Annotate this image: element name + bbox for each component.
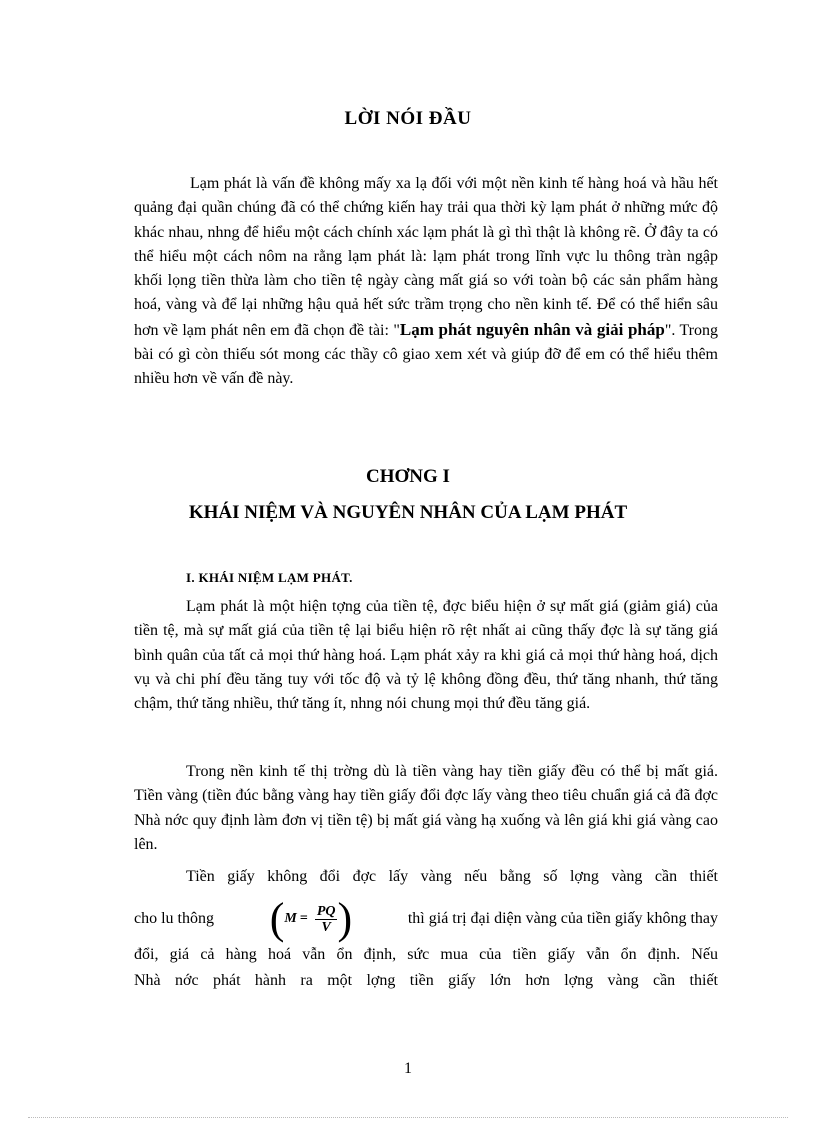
formula-lhs: M <box>284 911 297 926</box>
paragraph-3-line-4: Nhà nớc phát hành ra một lợng tiền giấy lớn hơn lợng vàng cần thiết <box>134 972 718 989</box>
page-number: 1 <box>404 1060 412 1077</box>
formula-trail-text: thì giá trị đại diện vàng của tiền giấy không thay <box>407 910 718 927</box>
paragraph-1: Lạm phát là một hiện tợng của tiền tệ, đợc biểu hiện ở sự mất giá (giảm giá) của tiền tệ, mà sự mất giá của tiền tệ lại biểu hiện rõ rệt nhất ai cũng thấy đợc là sự tăng giá bình quân của tất cả mọi thứ hàng hoá. Lạm phát xảy ra khi giá cả mọi thứ hàng hoá, dịch vụ và chi phí đều tăng tuy với tốc độ và tỷ lệ không đồng đều, thứ tăng nhanh, thứ tăng chậm, thứ tăng nhiều, thứ tăng ít, nhng nói chung mọi thứ đều tăng giá. <box>134 598 718 713</box>
intro-text-1: Lạm phát là vấn đề không mấy xa lạ đối với một nền kinh tế hàng hoá và hầu hết quảng đại quần chúng đã có thể chứng kiến hay trải qua thời kỳ lạm phát ở những mức độ khác nhau, nhng để hiểu một cách chính xác lạm phát là gì thì thật là không rẽ. Ở đây ta có thể hiểu một cách nôm na rằng lạm phát là: lạm phát trong lĩnh vực lu thông tràn ngập khối lọng tiền thừa làm cho tiền tệ ngày càng mất giá so với toàn bộ các sản phẩm hàng hoá, vàng và để lại những hậu quả hết sức trầm trọng cho nền kinh tế. Để có thể hiển sâu hơn về lạm phát nên em đã chọn đề tài: " <box>134 175 718 339</box>
chapter-label: CHƠNG I <box>366 466 450 487</box>
paragraph-3-line-2 <box>134 894 718 943</box>
formula-numerator: PQ <box>316 903 336 919</box>
intro-text-2: ". Trong bài có gì còn thiếu sót mong các thầy cô giao xem xét và giúp đỡ để em có thể hiểu thêm nhiều hơn về vấn đề này. <box>134 321 719 388</box>
section-heading: I. KHÁI NIỆM LẠM PHÁT. <box>186 570 353 585</box>
paragraph-3-line-1: Tiền giấy không đổi đợc lấy vàng nếu bằng số lợng vàng cần thiết <box>186 868 718 885</box>
money-supply-formula <box>269 894 353 943</box>
formula-denominator: V <box>321 919 331 935</box>
formula-eq: = <box>299 911 308 926</box>
formula-lead-text: cho lu thông <box>134 910 214 927</box>
page-bottom-divider <box>28 1117 788 1118</box>
page-title: LỜI NÓI ĐẦU <box>344 108 472 129</box>
right-paren: ) <box>337 894 353 943</box>
chapter-title: KHÁI NIỆM VÀ NGUYÊN NHÂN CỦA LẠM PHÁT <box>188 502 628 523</box>
intro-topic-bold: Lạm phát nguyên nhân và giải pháp <box>399 319 665 339</box>
left-paren: ( <box>269 894 285 943</box>
intro-paragraph <box>134 172 718 392</box>
paragraph-2: Trong nền kinh tế thị trờng dù là tiền vàng hay tiền giấy đều có thể bị mất giá. Tiền vàng (tiền đúc bằng vàng hay tiền giấy đổi đợc lấy vàng theo tiêu chuẩn giá cả đã đợc Nhà nớc quy định làm đơn vị tiền tệ) bị mất giá vàng hạ xuống và lên giá khi giá vàng cao lên. <box>134 763 718 853</box>
paragraph-3-line-3: đổi, giá cả hàng hoá vẫn ổn định, sức mua của tiền giấy vẫn ổn định. Nếu <box>134 946 718 963</box>
formula-fraction <box>315 904 338 935</box>
